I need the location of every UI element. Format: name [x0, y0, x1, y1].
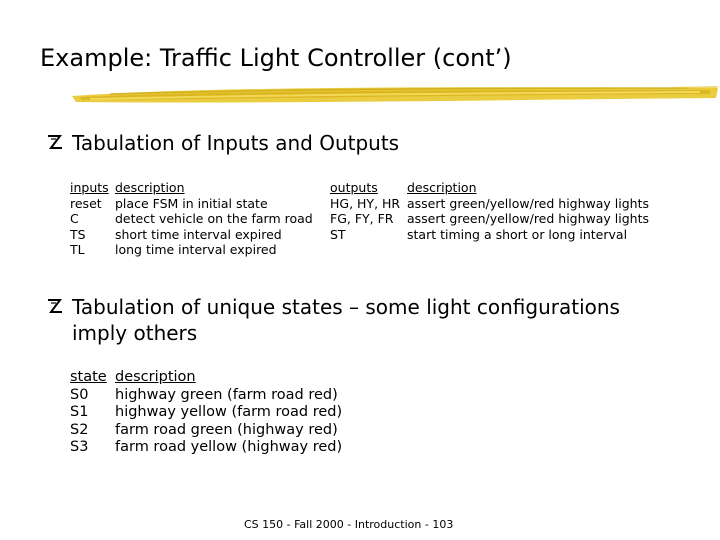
state-description: farm road green (highway red) [115, 421, 338, 438]
state-description: highway yellow (farm road red) [115, 404, 343, 420]
inputs-description-header: description [115, 180, 185, 195]
inputs-header: inputs [70, 180, 109, 195]
bullet-text-line-2: imply others [72, 321, 198, 345]
output-description: start timing a short or long interval [407, 226, 628, 242]
outputs-header: outputs [330, 180, 378, 195]
input-name: reset [70, 195, 102, 211]
state-description-header: description [115, 369, 196, 385]
slide-title: Example: Traffic Light Controller (cont’) [40, 44, 512, 72]
title-underline-brushstroke [70, 82, 720, 108]
input-description: detect vehicle on the farm road [115, 211, 313, 226]
output-name: FG, FY, FR [330, 211, 394, 226]
output-description: assert green/yellow/red highway lights [407, 195, 650, 211]
input-description: short time interval expired [115, 226, 282, 242]
slide-footer: CS 150 - Fall 2000 - Introduction - 103 [244, 518, 454, 531]
input-name: TL [70, 242, 85, 257]
inputs-outputs-table [70, 180, 670, 260]
output-name: ST [330, 226, 346, 242]
input-name: C [70, 211, 79, 226]
state-name: S0 [70, 386, 89, 403]
z-bullet-icon [46, 297, 64, 315]
bullet-text: Tabulation of Inputs and Outputs [72, 131, 400, 155]
state-name: S1 [70, 404, 89, 420]
input-name: TS [70, 226, 86, 242]
input-description: long time interval expired [115, 242, 277, 257]
z-bullet-icon [46, 133, 64, 151]
state-description: highway green (farm road red) [115, 386, 338, 403]
input-description: place FSM in initial state [115, 195, 268, 211]
state-header: state [70, 369, 107, 385]
outputs-description-header: description [407, 180, 477, 195]
output-description: assert green/yellow/red highway lights [407, 211, 650, 226]
output-name: HG, HY, HR [330, 195, 401, 211]
state-name: S2 [70, 421, 89, 438]
bullet-text-line-1: Tabulation of unique states – some light configurations [72, 295, 620, 319]
state-name: S3 [70, 439, 89, 455]
bullet-text [72, 294, 620, 346]
state-description: farm road yellow (highway red) [115, 439, 343, 455]
